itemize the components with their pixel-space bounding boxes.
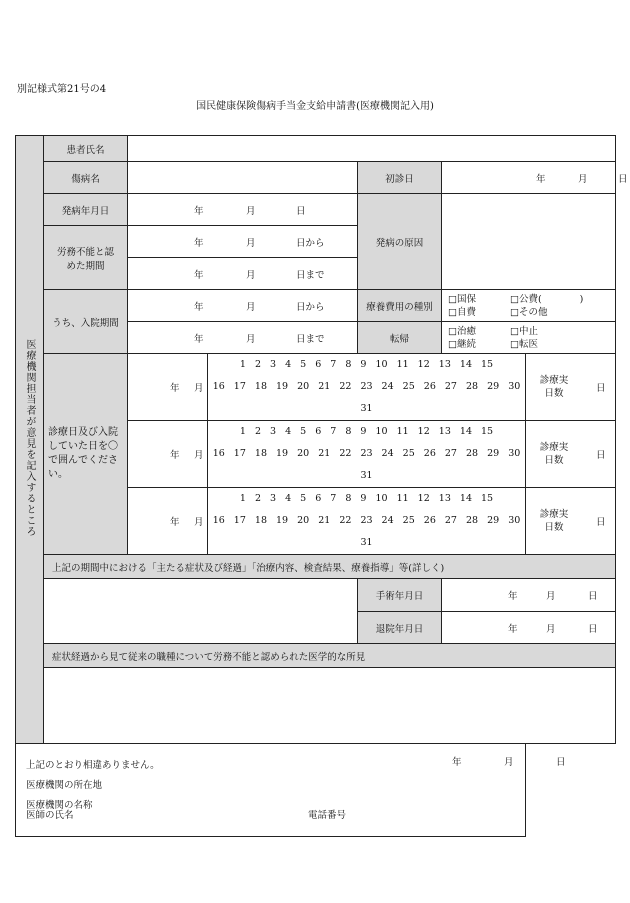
discharge-date-label: 退院年月日 <box>358 612 442 644</box>
calendar1-actual-days[interactable] <box>526 354 616 421</box>
symptoms-field[interactable] <box>44 579 358 644</box>
discharge-day: 日 <box>588 623 598 635</box>
work-until-day: 日まで <box>296 269 325 281</box>
certification-block <box>16 744 566 837</box>
form-number: 別記様式第21号の4 <box>17 84 107 95</box>
calendar2-month-field[interactable] <box>128 421 208 488</box>
cert-day: 日 <box>556 757 566 768</box>
onset-year: 年 <box>194 205 204 217</box>
outcome-options <box>442 322 616 354</box>
form-title: 国民健康保険傷病手当金支給申請書(医療機関記入用) <box>196 101 434 112</box>
first-visit-day: 日 <box>618 173 628 185</box>
work-until-year: 年 <box>194 269 204 281</box>
cal3-days-row1: 1 2 3 4 5 6 7 8 9 10 11 12 13 14 15 <box>239 493 494 504</box>
first-visit-label: 初診日 <box>358 162 442 194</box>
calendar2-actual-days[interactable] <box>526 421 616 488</box>
calendar1-month-field[interactable] <box>128 354 208 421</box>
surgery-day: 日 <box>588 591 598 602</box>
cal1-actual-days-label: 診療実日数 <box>539 375 569 399</box>
surgery-year: 年 <box>508 591 518 602</box>
disease-name-field[interactable] <box>128 162 358 194</box>
cal2-days-row2: 16 17 18 19 20 21 22 23 24 25 26 27 28 29 30 31 <box>212 448 521 481</box>
calendar1-days[interactable] <box>208 354 526 421</box>
first-visit-year: 年 <box>536 173 546 185</box>
calendar3-month-field[interactable] <box>128 488 208 555</box>
surgery-date-label: 手術年月日 <box>358 579 442 612</box>
side-label: 医療機関担当者が意見を記入するところ <box>24 339 35 537</box>
cert-year: 年 <box>452 757 462 768</box>
outcome-stopped-checkbox[interactable]: □中止 <box>510 325 538 337</box>
surgery-date-field[interactable] <box>442 579 616 612</box>
cal3-month: 月 <box>194 517 204 528</box>
cert-location: 医療機関の所在地 <box>26 780 103 791</box>
cal3-year: 年 <box>170 517 180 528</box>
application-form-table <box>15 135 628 837</box>
work-until-month: 月 <box>246 269 256 281</box>
cal3-actual-days-unit: 日 <box>596 517 606 528</box>
work-incapacity-label: 労務不能と認めた期間 <box>44 226 128 290</box>
onset-date-label: 発病年月日 <box>44 194 128 226</box>
onset-date-field[interactable] <box>128 194 358 226</box>
surgery-month: 月 <box>546 591 556 602</box>
cal1-month: 月 <box>194 383 204 394</box>
side-label-cell <box>16 136 44 744</box>
cert-name: 医療機関の名称 <box>26 800 93 811</box>
cal2-actual-days-unit: 日 <box>596 450 606 461</box>
discharge-year: 年 <box>508 623 518 635</box>
cal2-month: 月 <box>194 450 204 461</box>
cal2-actual-days-label: 診療実日数 <box>539 442 569 466</box>
cal1-days-row1: 1 2 3 4 5 6 7 8 9 10 11 12 13 14 15 <box>239 359 494 370</box>
work-incapacity-until-field[interactable] <box>128 258 358 290</box>
care-cost-options <box>442 290 616 322</box>
hosp-until-year: 年 <box>194 333 204 345</box>
work-incapacity-from-field[interactable] <box>128 226 358 258</box>
onset-cause-field[interactable] <box>442 194 616 290</box>
hosp-from-year: 年 <box>194 301 204 313</box>
symptoms-heading: 上記の期間中における「主たる症状及び経過」「治療内容、検査結果、療養指導」等(詳しく) <box>44 555 616 579</box>
outcome-label: 転帰 <box>358 322 442 354</box>
cal3-actual-days-label: 診療実日数 <box>539 509 569 533</box>
outcome-cured-checkbox[interactable]: □治癒 <box>448 325 476 337</box>
cert-phone: 電話番号 <box>308 810 347 821</box>
cost-kouhi-checkbox[interactable]: □公費( ) <box>510 293 584 305</box>
cert-doctor: 医師の氏名 <box>26 810 74 821</box>
cost-kokuho-checkbox[interactable]: □国保 <box>448 293 476 305</box>
medical-opinion-heading: 症状経過から見て従来の職種について労務不能と認められた医学的な所見 <box>44 644 616 668</box>
onset-month: 月 <box>246 205 256 217</box>
disease-name-label: 傷病名 <box>44 162 128 194</box>
cost-other-checkbox[interactable]: □その他 <box>510 306 548 318</box>
patient-name-field[interactable] <box>128 136 616 162</box>
cal1-year: 年 <box>170 383 180 394</box>
cal3-days-row2: 16 17 18 19 20 21 22 23 24 25 26 27 28 29 30 31 <box>212 515 521 548</box>
outcome-continued-checkbox[interactable]: □継続 <box>448 338 476 350</box>
cert-month: 月 <box>504 757 514 768</box>
calendar3-actual-days[interactable] <box>526 488 616 555</box>
hosp-from-month: 月 <box>246 301 256 313</box>
cal2-year: 年 <box>170 450 180 461</box>
cal2-days-row1: 1 2 3 4 5 6 7 8 9 10 11 12 13 14 15 <box>239 426 494 437</box>
hospitalization-from-field[interactable] <box>128 290 358 322</box>
hospitalization-until-field[interactable] <box>128 322 358 354</box>
cal1-actual-days-unit: 日 <box>596 383 606 394</box>
first-visit-date-field[interactable] <box>442 162 628 194</box>
cert-statement: 上記のとおり相違ありません。 <box>26 760 160 771</box>
hosp-until-day: 日まで <box>296 333 325 345</box>
outcome-transferred-checkbox[interactable]: □転医 <box>510 338 538 350</box>
first-visit-month: 月 <box>578 173 588 185</box>
care-cost-type-label: 療養費用の種別 <box>358 290 442 322</box>
medical-opinion-field[interactable] <box>44 668 616 744</box>
hosp-from-day: 日から <box>296 301 325 313</box>
onset-cause-label: 発病の原因 <box>358 194 442 290</box>
discharge-date-field[interactable] <box>442 612 616 644</box>
hospitalization-label: うち、入院期間 <box>44 290 128 354</box>
calendar3-days[interactable] <box>208 488 526 555</box>
work-from-month: 月 <box>246 237 256 249</box>
patient-name-label: 患者氏名 <box>44 136 128 162</box>
calendar2-days[interactable] <box>208 421 526 488</box>
work-from-day: 日から <box>296 237 325 249</box>
hosp-until-month: 月 <box>246 333 256 345</box>
cal1-days-row2: 16 17 18 19 20 21 22 23 24 25 26 27 28 29 30 31 <box>212 381 521 414</box>
treatment-days-label: 診療日及び入院していた日を〇で囲んでください。 <box>44 354 128 555</box>
onset-day: 日 <box>296 205 306 217</box>
work-from-year: 年 <box>194 237 204 249</box>
discharge-month: 月 <box>546 623 556 635</box>
cost-jihi-checkbox[interactable]: □自費 <box>448 306 476 318</box>
